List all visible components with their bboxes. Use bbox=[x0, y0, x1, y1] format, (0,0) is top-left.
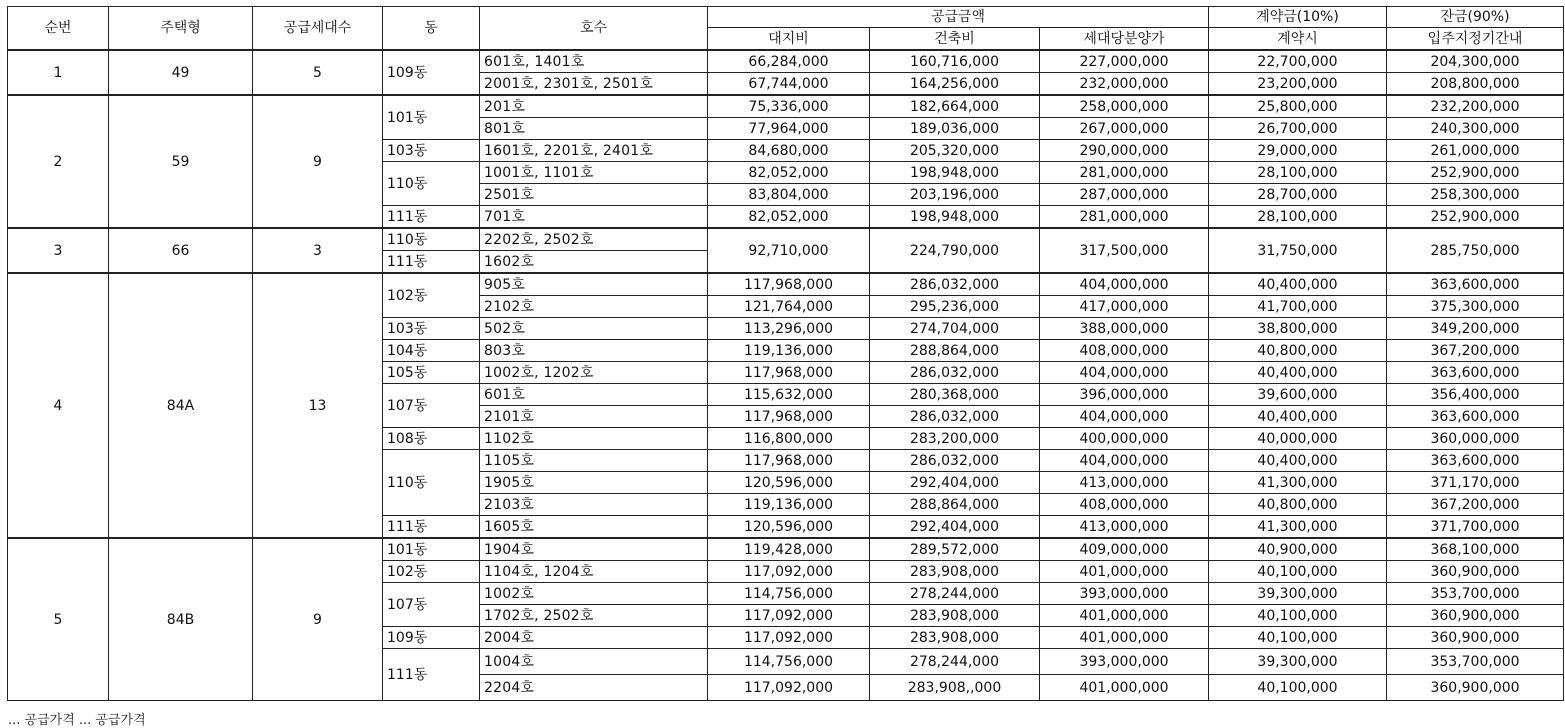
footnote: ... 공급가격 ... 공급가격 bbox=[8, 713, 146, 728]
cell-deposit: 40,900,000 bbox=[1209, 538, 1387, 561]
cell-dong: 111동 bbox=[383, 516, 480, 539]
cell-price: 400,000,000 bbox=[1040, 428, 1209, 450]
cell-deposit: 40,100,000 bbox=[1209, 675, 1387, 701]
cell-ho: 1002호 bbox=[480, 583, 708, 605]
cell-land: 119,428,000 bbox=[708, 538, 870, 561]
cell-land: 117,092,000 bbox=[708, 561, 870, 583]
cell-balance: 252,900,000 bbox=[1387, 162, 1564, 184]
cell-land: 117,092,000 bbox=[708, 627, 870, 649]
header-balance-timing: 입주지정기간내 bbox=[1387, 28, 1564, 51]
cell-dong: 105동 bbox=[383, 362, 480, 384]
cell-deposit: 40,400,000 bbox=[1209, 450, 1387, 472]
cell-building: 182,664,000 bbox=[870, 95, 1040, 118]
cell-land: 117,968,000 bbox=[708, 362, 870, 384]
cell-ho: 2102호 bbox=[480, 296, 708, 318]
cell-price: 396,000,000 bbox=[1040, 384, 1209, 406]
cell-balance: 232,200,000 bbox=[1387, 95, 1564, 118]
cell-building: 203,196,000 bbox=[870, 184, 1040, 206]
cell-seq: 5 bbox=[8, 538, 109, 701]
cell-price: 413,000,000 bbox=[1040, 516, 1209, 539]
cell-building: 280,368,000 bbox=[870, 384, 1040, 406]
cell-building: 295,236,000 bbox=[870, 296, 1040, 318]
cell-balance: 360,900,000 bbox=[1387, 561, 1564, 583]
cell-balance: 353,700,000 bbox=[1387, 583, 1564, 605]
cell-deposit: 40,400,000 bbox=[1209, 362, 1387, 384]
cell-deposit: 23,200,000 bbox=[1209, 73, 1387, 96]
cell-balance: 368,100,000 bbox=[1387, 538, 1564, 561]
cell-price: 317,500,000 bbox=[1040, 228, 1209, 273]
cell-balance: 363,600,000 bbox=[1387, 450, 1564, 472]
cell-balance: 360,000,000 bbox=[1387, 428, 1564, 450]
cell-dong: 108동 bbox=[383, 428, 480, 450]
cell-price: 281,000,000 bbox=[1040, 162, 1209, 184]
cell-balance: 367,200,000 bbox=[1387, 340, 1564, 362]
cell-units: 5 bbox=[253, 50, 383, 95]
cell-land: 117,092,000 bbox=[708, 605, 870, 627]
cell-balance: 360,900,000 bbox=[1387, 675, 1564, 701]
table-row bbox=[8, 538, 1564, 561]
cell-dong: 103동 bbox=[383, 140, 480, 162]
cell-building: 286,032,000 bbox=[870, 362, 1040, 384]
cell-deposit: 40,100,000 bbox=[1209, 561, 1387, 583]
cell-price: 404,000,000 bbox=[1040, 273, 1209, 296]
cell-dong: 109동 bbox=[383, 50, 480, 95]
cell-dong: 111동 bbox=[383, 649, 480, 701]
cell-price: 287,000,000 bbox=[1040, 184, 1209, 206]
cell-building: 224,790,000 bbox=[870, 228, 1040, 273]
cell-price: 413,000,000 bbox=[1040, 472, 1209, 494]
cell-dong: 102동 bbox=[383, 273, 480, 318]
cell-price: 401,000,000 bbox=[1040, 675, 1209, 701]
cell-land: 117,968,000 bbox=[708, 450, 870, 472]
cell-land: 121,764,000 bbox=[708, 296, 870, 318]
cell-deposit: 40,400,000 bbox=[1209, 273, 1387, 296]
cell-deposit: 40,100,000 bbox=[1209, 605, 1387, 627]
cell-land: 115,632,000 bbox=[708, 384, 870, 406]
cell-ho: 1602호 bbox=[480, 251, 708, 274]
header-ho: 호수 bbox=[480, 7, 708, 51]
cell-building: 283,908,000 bbox=[870, 561, 1040, 583]
cell-balance: 258,300,000 bbox=[1387, 184, 1564, 206]
cell-deposit: 39,300,000 bbox=[1209, 649, 1387, 675]
header-land-cost: 대지비 bbox=[708, 28, 870, 51]
cell-balance: 261,000,000 bbox=[1387, 140, 1564, 162]
cell-deposit: 38,800,000 bbox=[1209, 318, 1387, 340]
cell-balance: 363,600,000 bbox=[1387, 362, 1564, 384]
cell-price: 290,000,000 bbox=[1040, 140, 1209, 162]
table-row bbox=[8, 273, 1564, 296]
cell-building: 189,036,000 bbox=[870, 118, 1040, 140]
cell-units: 9 bbox=[253, 95, 383, 228]
cell-ho: 801호 bbox=[480, 118, 708, 140]
cell-land: 84,680,000 bbox=[708, 140, 870, 162]
cell-land: 119,136,000 bbox=[708, 340, 870, 362]
cell-price: 404,000,000 bbox=[1040, 450, 1209, 472]
cell-deposit: 29,000,000 bbox=[1209, 140, 1387, 162]
cell-balance: 367,200,000 bbox=[1387, 494, 1564, 516]
cell-price: 281,000,000 bbox=[1040, 206, 1209, 229]
cell-land: 75,336,000 bbox=[708, 95, 870, 118]
cell-land: 116,800,000 bbox=[708, 428, 870, 450]
cell-deposit: 40,400,000 bbox=[1209, 406, 1387, 428]
cell-building: 278,244,000 bbox=[870, 583, 1040, 605]
cell-ho: 2103호 bbox=[480, 494, 708, 516]
cell-type: 49 bbox=[109, 50, 253, 95]
cell-land: 117,092,000 bbox=[708, 675, 870, 701]
cell-deposit: 26,700,000 bbox=[1209, 118, 1387, 140]
cell-ho: 905호 bbox=[480, 273, 708, 296]
cell-dong: 107동 bbox=[383, 583, 480, 627]
cell-deposit: 40,800,000 bbox=[1209, 494, 1387, 516]
cell-deposit: 28,700,000 bbox=[1209, 184, 1387, 206]
cell-building: 283,200,000 bbox=[870, 428, 1040, 450]
cell-price: 267,000,000 bbox=[1040, 118, 1209, 140]
cell-ho: 1004호 bbox=[480, 649, 708, 675]
cell-dong: 111동 bbox=[383, 251, 480, 274]
cell-land: 114,756,000 bbox=[708, 649, 870, 675]
cell-building: 292,404,000 bbox=[870, 516, 1040, 539]
cell-seq: 4 bbox=[8, 273, 109, 538]
cell-deposit: 41,700,000 bbox=[1209, 296, 1387, 318]
cell-price: 404,000,000 bbox=[1040, 362, 1209, 384]
cell-building: 288,864,000 bbox=[870, 340, 1040, 362]
cell-dong: 111동 bbox=[383, 206, 480, 229]
cell-ho: 201호 bbox=[480, 95, 708, 118]
cell-building: 286,032,000 bbox=[870, 406, 1040, 428]
cell-price: 401,000,000 bbox=[1040, 627, 1209, 649]
header-seq: 순번 bbox=[8, 7, 109, 51]
cell-ho: 601호 bbox=[480, 384, 708, 406]
cell-ho: 1601호, 2201호, 2401호 bbox=[480, 140, 708, 162]
cell-ho: 1904호 bbox=[480, 538, 708, 561]
cell-building: 205,320,000 bbox=[870, 140, 1040, 162]
cell-building: 288,864,000 bbox=[870, 494, 1040, 516]
cell-ho: 502호 bbox=[480, 318, 708, 340]
cell-deposit: 39,300,000 bbox=[1209, 583, 1387, 605]
cell-building: 289,572,000 bbox=[870, 538, 1040, 561]
cell-land: 83,804,000 bbox=[708, 184, 870, 206]
cell-ho: 2501호 bbox=[480, 184, 708, 206]
cell-ho: 1102호 bbox=[480, 428, 708, 450]
cell-ho: 2101호 bbox=[480, 406, 708, 428]
cell-price: 408,000,000 bbox=[1040, 340, 1209, 362]
cell-dong: 101동 bbox=[383, 538, 480, 561]
cell-balance: 360,900,000 bbox=[1387, 605, 1564, 627]
cell-deposit: 41,300,000 bbox=[1209, 472, 1387, 494]
cell-land: 82,052,000 bbox=[708, 162, 870, 184]
header-supply-amount: 공급금액 bbox=[708, 7, 1209, 28]
cell-ho: 2204호 bbox=[480, 675, 708, 701]
cell-ho: 1104호, 1204호 bbox=[480, 561, 708, 583]
cell-building: 198,948,000 bbox=[870, 206, 1040, 229]
cell-deposit: 22,700,000 bbox=[1209, 50, 1387, 73]
cell-seq: 1 bbox=[8, 50, 109, 95]
header-dong: 동 bbox=[383, 7, 480, 51]
cell-balance: 208,800,000 bbox=[1387, 73, 1564, 96]
header-deposit-timing: 계약시 bbox=[1209, 28, 1387, 51]
cell-dong: 107동 bbox=[383, 384, 480, 428]
cell-building: 286,032,000 bbox=[870, 273, 1040, 296]
cell-land: 66,284,000 bbox=[708, 50, 870, 73]
cell-ho: 1605호 bbox=[480, 516, 708, 539]
cell-land: 119,136,000 bbox=[708, 494, 870, 516]
cell-building: 283,908,000 bbox=[870, 627, 1040, 649]
cell-land: 120,596,000 bbox=[708, 516, 870, 539]
cell-deposit: 28,100,000 bbox=[1209, 206, 1387, 229]
cell-land: 82,052,000 bbox=[708, 206, 870, 229]
cell-dong: 110동 bbox=[383, 228, 480, 251]
cell-dong: 103동 bbox=[383, 318, 480, 340]
cell-land: 77,964,000 bbox=[708, 118, 870, 140]
cell-balance: 363,600,000 bbox=[1387, 273, 1564, 296]
cell-building: 283,908,,000 bbox=[870, 675, 1040, 701]
cell-deposit: 39,600,000 bbox=[1209, 384, 1387, 406]
cell-deposit: 40,100,000 bbox=[1209, 627, 1387, 649]
cell-building: 198,948,000 bbox=[870, 162, 1040, 184]
cell-price: 417,000,000 bbox=[1040, 296, 1209, 318]
cell-units: 13 bbox=[253, 273, 383, 538]
cell-building: 274,704,000 bbox=[870, 318, 1040, 340]
cell-balance: 349,200,000 bbox=[1387, 318, 1564, 340]
cell-price: 401,000,000 bbox=[1040, 605, 1209, 627]
cell-price: 393,000,000 bbox=[1040, 583, 1209, 605]
cell-ho: 1002호, 1202호 bbox=[480, 362, 708, 384]
cell-building: 160,716,000 bbox=[870, 50, 1040, 73]
table-row bbox=[8, 50, 1564, 73]
cell-ho: 2001호, 2301호, 2501호 bbox=[480, 73, 708, 96]
cell-deposit: 40,000,000 bbox=[1209, 428, 1387, 450]
cell-building: 292,404,000 bbox=[870, 472, 1040, 494]
cell-price: 408,000,000 bbox=[1040, 494, 1209, 516]
cell-ho: 2004호 bbox=[480, 627, 708, 649]
header-building-cost: 건축비 bbox=[870, 28, 1040, 51]
header-deposit: 계약금(10%) bbox=[1209, 7, 1387, 28]
cell-land: 92,710,000 bbox=[708, 228, 870, 273]
cell-dong: 110동 bbox=[383, 162, 480, 206]
cell-ho: 701호 bbox=[480, 206, 708, 229]
cell-dong: 104동 bbox=[383, 340, 480, 362]
cell-ho: 2202호, 2502호 bbox=[480, 228, 708, 251]
cell-building: 286,032,000 bbox=[870, 450, 1040, 472]
cell-balance: 252,900,000 bbox=[1387, 206, 1564, 229]
cell-land: 117,968,000 bbox=[708, 273, 870, 296]
cell-ho: 1702호, 2502호 bbox=[480, 605, 708, 627]
cell-land: 114,756,000 bbox=[708, 583, 870, 605]
cell-type: 84B bbox=[109, 538, 253, 701]
cell-price: 227,000,000 bbox=[1040, 50, 1209, 73]
cell-balance: 371,700,000 bbox=[1387, 516, 1564, 539]
cell-balance: 356,400,000 bbox=[1387, 384, 1564, 406]
cell-units: 9 bbox=[253, 538, 383, 701]
table-row bbox=[8, 228, 1564, 251]
cell-ho: 601호, 1401호 bbox=[480, 50, 708, 73]
cell-land: 117,968,000 bbox=[708, 406, 870, 428]
cell-ho: 803호 bbox=[480, 340, 708, 362]
cell-land: 113,296,000 bbox=[708, 318, 870, 340]
cell-seq: 3 bbox=[8, 228, 109, 273]
cell-seq: 2 bbox=[8, 95, 109, 228]
cell-balance: 375,300,000 bbox=[1387, 296, 1564, 318]
cell-building: 164,256,000 bbox=[870, 73, 1040, 96]
cell-balance: 204,300,000 bbox=[1387, 50, 1564, 73]
cell-balance: 285,750,000 bbox=[1387, 228, 1564, 273]
cell-dong: 109동 bbox=[383, 627, 480, 649]
cell-ho: 1905호 bbox=[480, 472, 708, 494]
cell-building: 283,908,000 bbox=[870, 605, 1040, 627]
cell-units: 3 bbox=[253, 228, 383, 273]
cell-type: 59 bbox=[109, 95, 253, 228]
cell-deposit: 25,800,000 bbox=[1209, 95, 1387, 118]
cell-ho: 1001호, 1101호 bbox=[480, 162, 708, 184]
cell-price: 404,000,000 bbox=[1040, 406, 1209, 428]
supply-price-table bbox=[7, 6, 1564, 701]
table-row bbox=[8, 95, 1564, 118]
header-balance: 잔금(90%) bbox=[1387, 7, 1564, 28]
cell-deposit: 28,100,000 bbox=[1209, 162, 1387, 184]
cell-type: 84A bbox=[109, 273, 253, 538]
cell-price: 401,000,000 bbox=[1040, 561, 1209, 583]
cell-price: 409,000,000 bbox=[1040, 538, 1209, 561]
header-unit-price: 세대당분양가 bbox=[1040, 28, 1209, 51]
cell-balance: 360,900,000 bbox=[1387, 627, 1564, 649]
cell-land: 120,596,000 bbox=[708, 472, 870, 494]
cell-type: 66 bbox=[109, 228, 253, 273]
cell-dong: 101동 bbox=[383, 95, 480, 140]
table-header bbox=[8, 7, 1564, 51]
cell-deposit: 40,800,000 bbox=[1209, 340, 1387, 362]
cell-price: 388,000,000 bbox=[1040, 318, 1209, 340]
cell-land: 67,744,000 bbox=[708, 73, 870, 96]
cell-price: 258,000,000 bbox=[1040, 95, 1209, 118]
header-housing-type: 주택형 bbox=[109, 7, 253, 51]
cell-building: 278,244,000 bbox=[870, 649, 1040, 675]
cell-price: 232,000,000 bbox=[1040, 73, 1209, 96]
cell-balance: 371,170,000 bbox=[1387, 472, 1564, 494]
header-supply-units: 공급세대수 bbox=[253, 7, 383, 51]
table-body bbox=[8, 50, 1564, 701]
cell-ho: 1105호 bbox=[480, 450, 708, 472]
cell-balance: 240,300,000 bbox=[1387, 118, 1564, 140]
cell-deposit: 31,750,000 bbox=[1209, 228, 1387, 273]
cell-deposit: 41,300,000 bbox=[1209, 516, 1387, 539]
cell-balance: 363,600,000 bbox=[1387, 406, 1564, 428]
cell-dong: 110동 bbox=[383, 450, 480, 516]
cell-dong: 102동 bbox=[383, 561, 480, 583]
cell-price: 393,000,000 bbox=[1040, 649, 1209, 675]
cell-balance: 353,700,000 bbox=[1387, 649, 1564, 675]
